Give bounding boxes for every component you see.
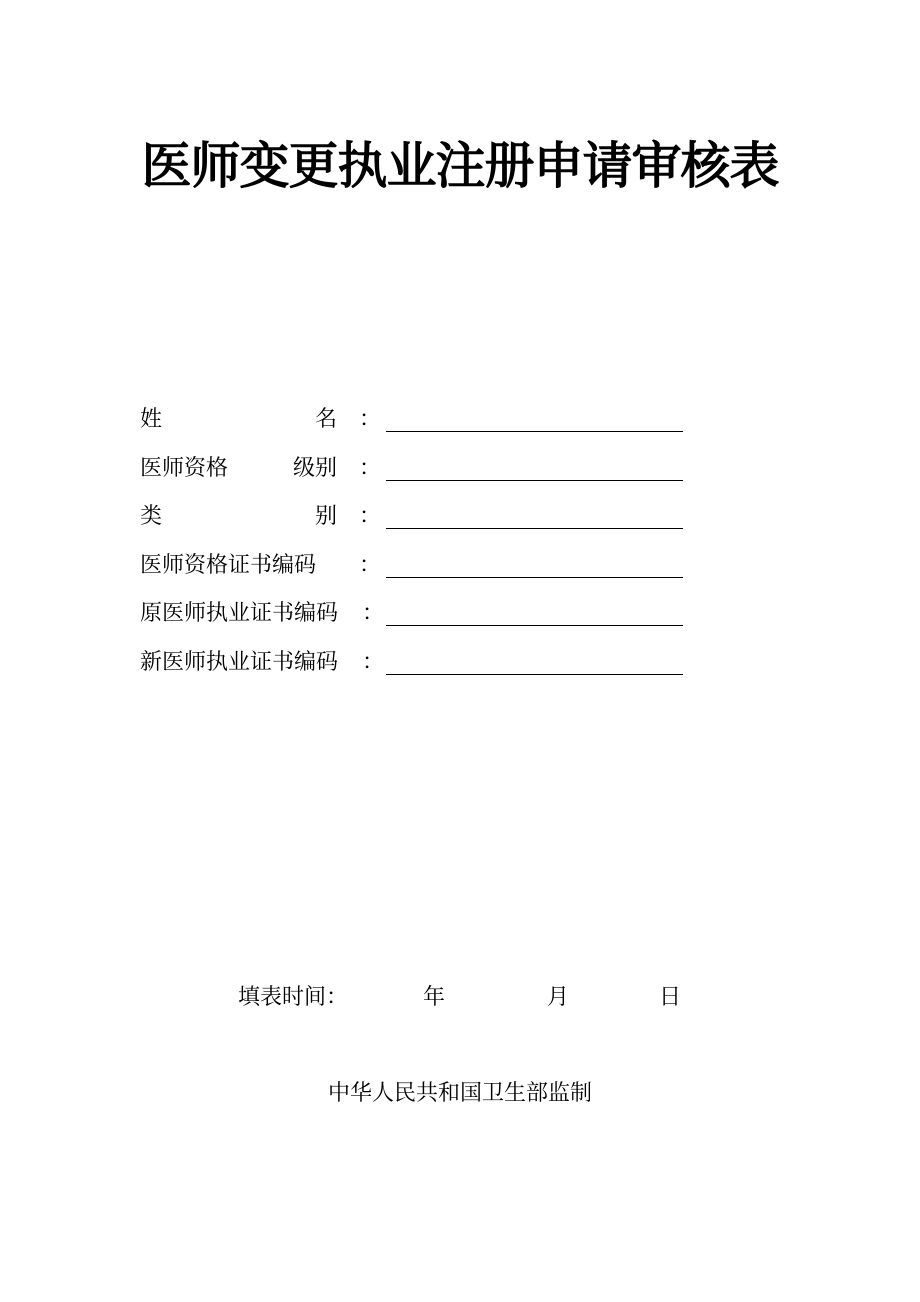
- qualification-certificate-input-line[interactable]: [386, 577, 683, 578]
- field-label-original-practice-certificate: 原医师执业证书编码: [140, 601, 339, 626]
- field-row-category: [140, 499, 700, 548]
- field-colon: ：: [359, 455, 382, 481]
- field-label-qualification-certificate: 医师资格证书编码: [140, 552, 317, 578]
- category-input-line[interactable]: [386, 528, 683, 529]
- qualification-level-input-line[interactable]: [386, 480, 683, 481]
- field-label-qualification-level: [140, 451, 337, 487]
- field-row-original-practice-certificate: [140, 596, 700, 645]
- fill-date-day-label: 日: [659, 985, 682, 1010]
- field-colon: ：: [359, 552, 382, 578]
- field-label-category-part2: 别: [314, 504, 337, 529]
- name-input-line[interactable]: [386, 431, 683, 432]
- field-label-qualification-part1: 医师资格: [140, 455, 229, 481]
- applicant-fields: [140, 402, 700, 693]
- field-label-name: [140, 402, 337, 438]
- field-colon: ：: [359, 504, 382, 529]
- field-row-qualification-certificate: [140, 548, 700, 597]
- original-practice-certificate-input-line[interactable]: [386, 625, 683, 626]
- fill-date-label: 填表时间：: [238, 985, 349, 1010]
- field-colon: ：: [359, 407, 382, 432]
- fill-date-year-label: 年: [423, 985, 446, 1010]
- field-label-category: [140, 499, 337, 535]
- field-row-qualification-level: [140, 451, 700, 500]
- issuer-footer: 中华人民共和国卫生部监制: [327, 1081, 592, 1106]
- field-label-category-part1: 类: [140, 504, 163, 529]
- page-title: 医师变更执业注册申请审核表: [141, 136, 779, 195]
- fill-date-month-label: 月: [547, 985, 570, 1010]
- field-label-name-part1: 姓: [140, 407, 163, 432]
- new-practice-certificate-input-line[interactable]: [386, 674, 683, 675]
- field-colon: ：: [362, 649, 385, 675]
- field-row-name: [140, 402, 700, 451]
- field-label-new-practice-certificate: 新医师执业证书编码: [140, 649, 339, 675]
- field-label-qualification-part2: 级别: [292, 455, 337, 481]
- field-label-name-part2: 名: [314, 407, 337, 432]
- field-row-new-practice-certificate: [140, 645, 700, 694]
- field-colon: ：: [362, 601, 385, 626]
